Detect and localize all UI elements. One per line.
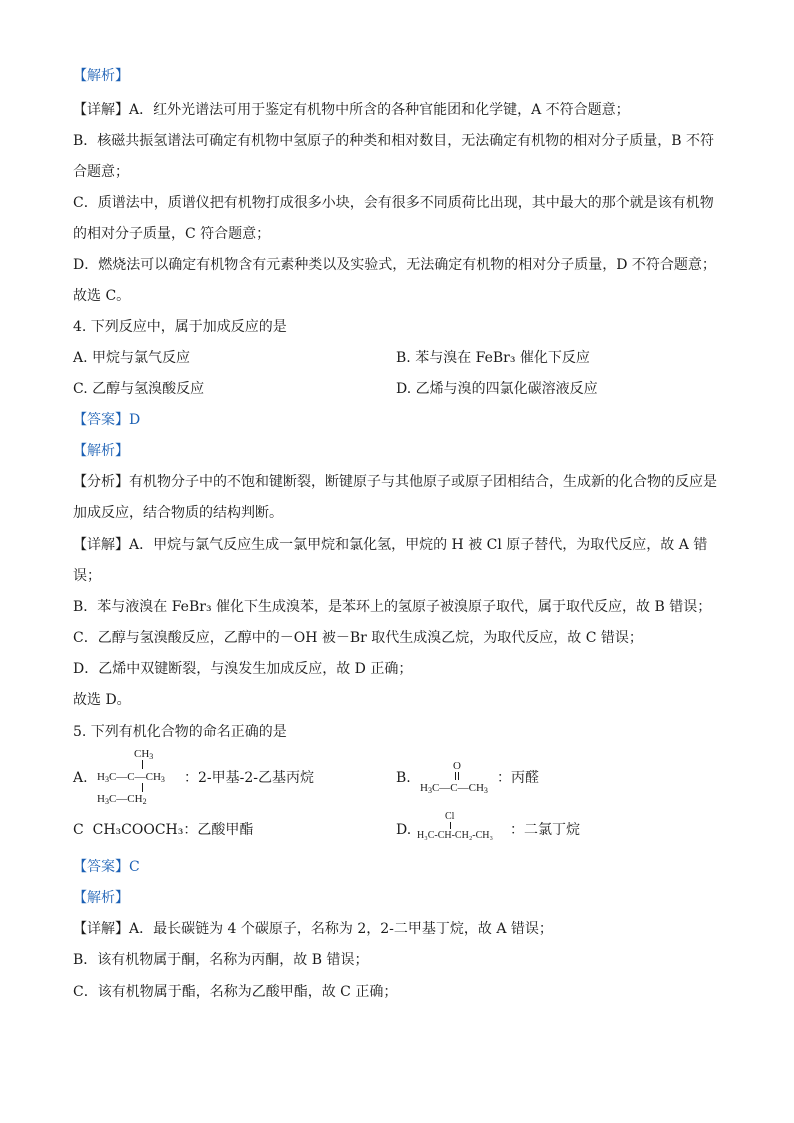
conclusion-line: 故选 D。	[73, 692, 131, 708]
analysis-heading: 【解析】	[73, 68, 129, 84]
analysis-heading: 【解析】	[73, 443, 129, 459]
option-a-label: A.	[73, 770, 88, 786]
option-d: D. 乙烯与溴的四氯化碳溶液反应	[396, 381, 598, 397]
answer-line: 【答案】D	[73, 412, 141, 428]
option-a-name: ：2-甲基-2-乙基丙烷	[184, 770, 315, 786]
detail-line: 的相对分子质量，C 符合题意；	[73, 226, 271, 242]
double-bond	[455, 772, 456, 780]
detail-line: D．乙烯中双键断裂，与溴发生加成反应，故 D 正确；	[73, 661, 413, 677]
option-d-name: ：二氯丁烷	[510, 822, 580, 838]
main-chain: $H_3C—C—CH_3$	[97, 771, 165, 784]
analysis-line: 【分析】有机物分子中的不饱和键断裂，断键原子与其他原子或原子团相结合，生成新的化合物的反应是	[73, 474, 717, 490]
ketone-chain: $H_3C—C—CH_3$	[420, 782, 488, 795]
detail-line: C．质谱法中，质谱仪把有机物打成很多小块，会有很多不同质荷比出现，其中最大的那个就是该有机物	[73, 195, 714, 211]
conclusion-line: 故选 C。	[73, 288, 131, 304]
oxygen-atom: O	[453, 760, 461, 772]
double-bond	[458, 772, 459, 780]
question-stem: 4. 下列反应中，属于加成反应的是	[73, 319, 287, 335]
ethyl-branch: $H_3C—CH_2$	[97, 793, 147, 806]
detail-line: C．该有机物属于酯，名称为乙酸甲酯，故 C 正确；	[73, 984, 398, 1000]
analysis-line: 加成反应，结合物质的结构判断。	[73, 505, 283, 521]
option-a: A. 甲烷与氯气反应	[73, 350, 191, 366]
methyl-top: $CH_3$	[134, 748, 154, 761]
option-b-name: ：丙醛	[497, 770, 539, 786]
option-b-label: B.	[396, 770, 411, 786]
question-stem: 5. 下列有机化合物的命名正确的是	[73, 724, 287, 740]
option-c-name: ：乙酸甲酯	[183, 822, 254, 838]
detail-line: 【详解】A．甲烷与氯气反应生成一氯甲烷和氯化氢，甲烷的 H 被 Cl 原子替代，为取代反应，故 A 错	[73, 537, 708, 553]
detail-line: B．核磁共振氢谱法可确定有机物中氢原子的种类和相对数目，无法确定有机物的相对分子质量，B 不符	[73, 133, 715, 149]
detail-line: B．苯与液溴在 FeBr₃ 催化下生成溴苯，是苯环上的氢原子被溴原子取代，属于取代反应，故 B 错误；	[73, 599, 712, 615]
option-c: C. 乙醇与氢溴酸反应	[73, 381, 205, 397]
detail-line: 误；	[73, 568, 101, 584]
detail-line: 合题意；	[73, 164, 129, 180]
chlorine-atom: Cl	[445, 811, 455, 822]
detail-line: D．燃烧法可以确定有机物含有元素种类以及实验式，无法确定有机物的相对分子质量，D 不符合题意；	[73, 257, 716, 273]
butane-chain: H₃C-CH-CH₂-CH₃	[417, 830, 494, 841]
detail-line: B．该有机物属于酮，名称为丙酮，故 B 错误；	[73, 952, 369, 968]
answer-line: 【答案】C	[73, 859, 140, 875]
detail-line: 【详解】A．最长碳链为 4 个碳原子，名称为 2，2-二甲基丁烷，故 A 错误；	[73, 921, 553, 937]
option-b: B. 苯与溴在 FeBr₃ 催化下反应	[396, 350, 590, 366]
analysis-heading: 【解析】	[73, 890, 129, 906]
option-c-label: C	[73, 822, 84, 838]
detail-line: C．乙醇与氢溴酸反应，乙醇中的－OH 被－Br 取代生成溴乙烷，为取代反应，故 C 错误；	[73, 630, 643, 646]
option-d-label: D.	[396, 822, 412, 838]
bond-line	[450, 822, 451, 829]
bond-line	[142, 760, 143, 769]
bond-line	[142, 783, 143, 792]
option-c-formula: CH₃COOCH₃	[92, 822, 184, 838]
detail-line: 【详解】A．红外光谱法可用于鉴定有机物中所含的各种官能团和化学键，A 不符合题意；	[73, 102, 630, 118]
